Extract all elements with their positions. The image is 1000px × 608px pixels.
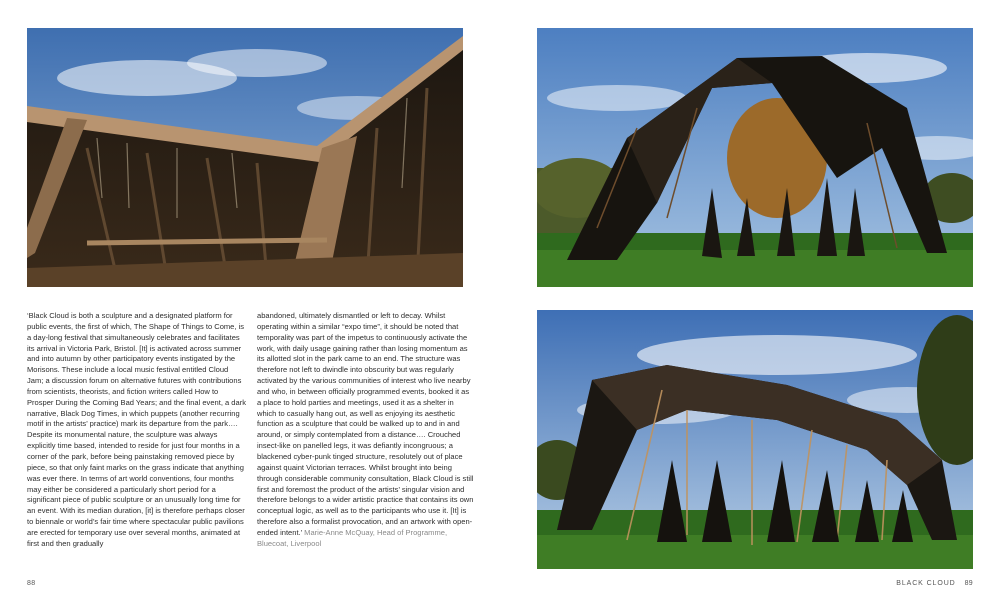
interior-roof-illustration — [27, 28, 463, 287]
quote-attribution: Marie-Anne McQuay, Head of Programme, Bluecoat, Liverpool — [257, 527, 448, 548]
page-number-left: 88 — [27, 580, 36, 587]
body-paragraph-2 — [257, 311, 475, 550]
running-head-title: BLACK CLOUD — [896, 580, 956, 587]
page-number-right: 89 — [964, 580, 973, 587]
running-footer-right — [896, 580, 973, 587]
body-text-column-1 — [27, 311, 246, 550]
exterior-front-illustration — [537, 28, 973, 287]
body-paragraph-2-text: abandoned, ultimately dismantled or left to decay. Whilst operating within a similar “expo time”, it should be noted that temporality was part of the impetus to continuously activate the work, with daily usage gaining rather than losing momentum as its allotted slot in the park came to an end. The structure was therefore not left to dwindle into obscurity but was regularly activated by the various communities of interest who live nearby and who, in between officially programmed events, booked it as a place to hold parties and meetings, used it as a shelter in which to casually hang out, as well as enjoying its aesthetic function as a sculpture that could be walked up to and in and around, or simply contemplated from a distance…. Crouched insect-like on panelled legs, it was defiantly incongruous; a blackened cyber-punk tinged structure, resolutely out of place against quaint Victorian terraces. Whilst brought into being through considerable community consultation, Black Cloud is still first and foremost the product of the artists’ singular vision and therefore belongs to a wider artistic practice that contains its own conceptual logic, as well as to the participants who use it. [It] is therefore also a formalist provocation, and an artwork with open-ended intent.’ — [257, 311, 474, 537]
body-paragraph-1: ‘Black Cloud is both a sculpture and a designated platform for public events, the first of which, The Shape of Things to Come, is a day-long festival that simultaneously celebrates and facilitates its arrival in Victoria Park, Bristol. [It] is activated across summer and into autumn by other participatory events instigated by the Morisons. These include a local music festival entitled Cloud Jam; a discussion forum on alternative futures with contributions from scientists, theorists, and fiction writers called How to Prosper During the Coming Bad Years; and the final event, a dark narrative, Black Dog Times, in which puppets (another recurring motif in the artists’ practice) mark its departure from the park…. Despite its monumental nature, the sculpture was always explicitly time based, intended to reside for just four months in a corner of the park, before being painstaking removed piece by piece, so that only faint marks on the grass indicate that anything was ever there. In terms of art world conventions, four months may either be considered a particularly short period for a significant piece of public sculpture or an unusually long time for an event. With its median duration, [it] is therefore perhaps closer to biennale or world’s fair time where spectacular public pavilions are erected for temporary use over several months, animated at first and then gradually — [27, 311, 246, 548]
exterior-side-illustration — [537, 310, 973, 569]
photo-interior-timber-roof — [27, 28, 463, 287]
photo-exterior-front — [537, 28, 973, 287]
body-text-column-2 — [257, 311, 475, 550]
photo-exterior-side — [537, 310, 973, 569]
